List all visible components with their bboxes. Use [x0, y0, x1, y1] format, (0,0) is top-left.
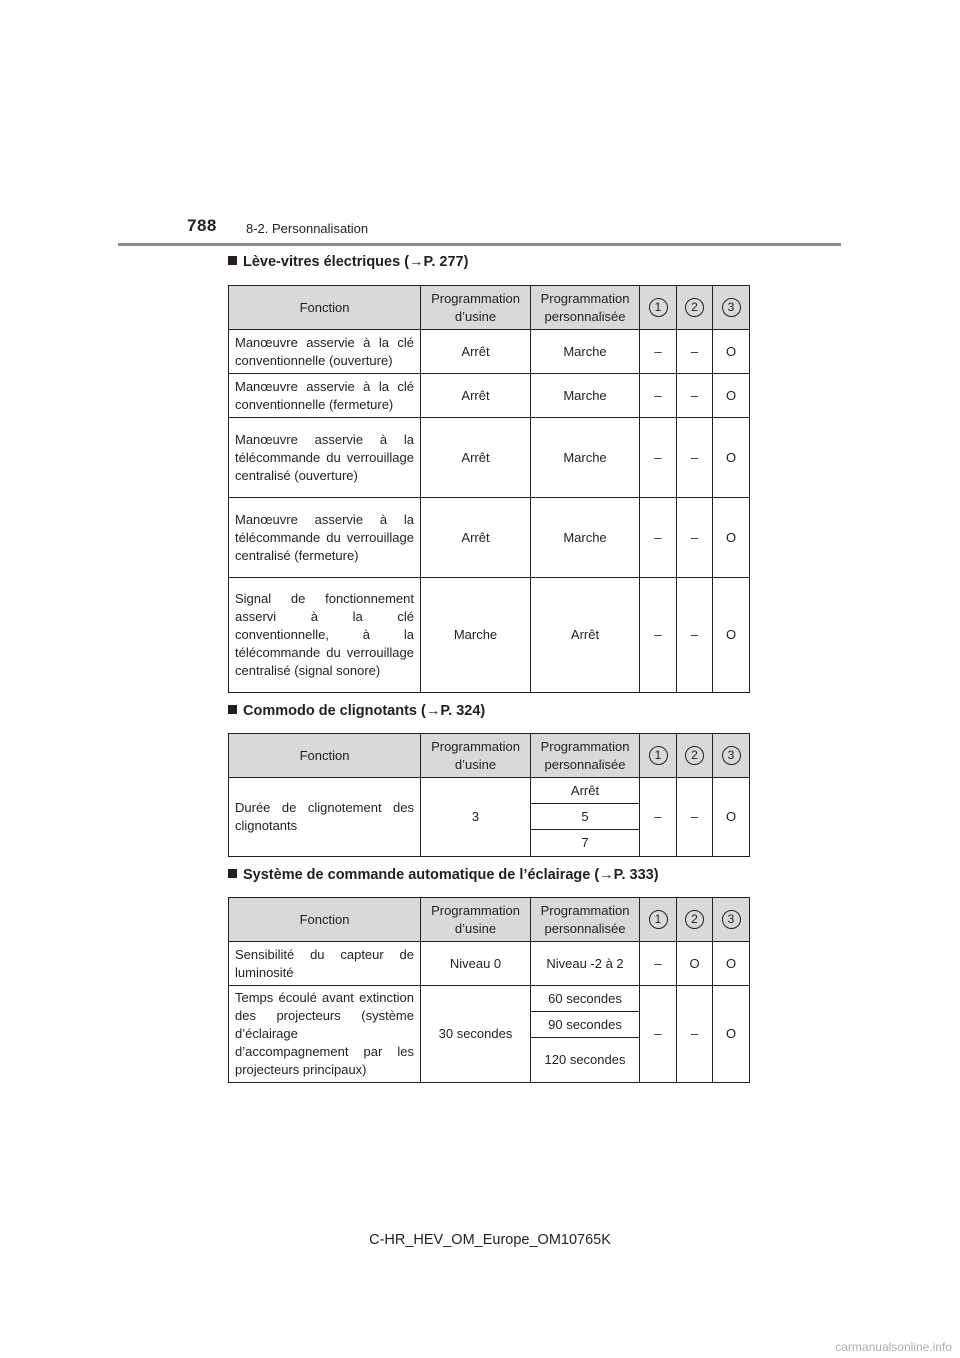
- section-title-power-windows: Lève-vitres électriques (→P. 277): [228, 254, 468, 270]
- c3-cell: O: [713, 418, 750, 498]
- function-cell: Manœuvre asservie à la clé conventionnelle (ouverture): [229, 330, 421, 374]
- table-row: [229, 778, 750, 804]
- c3-cell: O: [713, 578, 750, 693]
- c2-cell: –: [677, 778, 713, 857]
- factory-cell: Arrêt: [421, 374, 531, 418]
- section-label: 8-2. Personnalisation: [246, 221, 369, 236]
- factory-cell: Marche: [421, 578, 531, 693]
- function-cell: Temps écoulé avant extinction des projecteurs (système d’éclairage d’accompagnement par les projecteurs principaux): [229, 986, 421, 1083]
- custom-cell: Niveau -2 à 2: [531, 942, 640, 986]
- factory-cell: 3: [421, 778, 531, 857]
- table-row: [229, 374, 750, 418]
- square-bullet-icon: [228, 705, 237, 714]
- c1-cell: –: [640, 578, 677, 693]
- c3-cell: O: [713, 374, 750, 418]
- function-cell: Sensibilité du capteur de luminosité: [229, 942, 421, 986]
- table-row: [229, 418, 750, 498]
- c2-cell: O: [677, 942, 713, 986]
- factory-cell: Arrêt: [421, 330, 531, 374]
- c2-cell: –: [677, 418, 713, 498]
- col-header-3: [713, 734, 750, 778]
- custom-option-cell: 7: [531, 830, 640, 857]
- table-row: [229, 330, 750, 374]
- col-header-3: [713, 286, 750, 330]
- function-cell: Manœuvre asservie à la télécommande du verrouillage centralisé (fermeture): [229, 498, 421, 578]
- col-header-2: [677, 734, 713, 778]
- col-header-function: Fonction: [229, 286, 421, 330]
- col-header-1: [640, 898, 677, 942]
- c1-cell: –: [640, 778, 677, 857]
- c1-cell: –: [640, 498, 677, 578]
- c3-cell: O: [713, 330, 750, 374]
- power-windows-table: [228, 285, 750, 693]
- circled-1-icon: 1: [649, 910, 668, 929]
- c2-cell: –: [677, 578, 713, 693]
- circled-2-icon: 2: [685, 298, 704, 317]
- section-title-auto-lighting: Système de commande automatique de l’éclairage (→P. 333): [228, 867, 659, 883]
- custom-cell: Marche: [531, 330, 640, 374]
- circled-1-icon: 1: [649, 746, 668, 765]
- document-code: C-HR_HEV_OM_Europe_OM10765K: [369, 1232, 611, 1248]
- table-row: [229, 986, 750, 1012]
- c2-cell: –: [677, 374, 713, 418]
- c1-cell: –: [640, 942, 677, 986]
- page-number: 788: [187, 216, 217, 235]
- auto-lighting-table: [228, 897, 750, 1083]
- custom-option-cell: 5: [531, 804, 640, 830]
- c2-cell: –: [677, 498, 713, 578]
- table-row: [229, 578, 750, 693]
- custom-option-cell: 120 secondes: [531, 1038, 640, 1083]
- circled-3-icon: 3: [722, 298, 741, 317]
- function-cell: Manœuvre asservie à la télécommande du verrouillage centralisé (ouverture): [229, 418, 421, 498]
- custom-cell: Marche: [531, 418, 640, 498]
- section-title-turn-signals: Commodo de clignotants (→P. 324): [228, 703, 485, 719]
- function-cell: Durée de clignotement des clignotants: [229, 778, 421, 857]
- factory-cell: Niveau 0: [421, 942, 531, 986]
- custom-cell: Arrêt: [531, 578, 640, 693]
- c1-cell: –: [640, 330, 677, 374]
- col-header-factory: Programmation d’usine: [421, 734, 531, 778]
- header-rule: [118, 243, 841, 246]
- custom-option-cell: 90 secondes: [531, 1012, 640, 1038]
- col-header-1: [640, 734, 677, 778]
- c2-cell: –: [677, 330, 713, 374]
- table-row: [229, 942, 750, 986]
- c1-cell: –: [640, 986, 677, 1083]
- col-header-2: [677, 898, 713, 942]
- col-header-custom: Programmation personnalisée: [531, 734, 640, 778]
- table-row: [229, 498, 750, 578]
- table-header-row: [229, 734, 750, 778]
- col-header-custom: Programmation personnalisée: [531, 898, 640, 942]
- circled-2-icon: 2: [685, 746, 704, 765]
- c1-cell: –: [640, 418, 677, 498]
- col-header-factory: Programmation d’usine: [421, 286, 531, 330]
- col-header-factory: Programmation d’usine: [421, 898, 531, 942]
- custom-cell: Marche: [531, 498, 640, 578]
- circled-3-icon: 3: [722, 910, 741, 929]
- circled-2-icon: 2: [685, 910, 704, 929]
- circled-1-icon: 1: [649, 298, 668, 317]
- col-header-2: [677, 286, 713, 330]
- c2-cell: –: [677, 986, 713, 1083]
- table-header-row: [229, 286, 750, 330]
- watermark: carmanualsonline.info: [835, 1340, 952, 1354]
- c1-cell: –: [640, 374, 677, 418]
- square-bullet-icon: [228, 869, 237, 878]
- col-header-1: [640, 286, 677, 330]
- col-header-function: Fonction: [229, 898, 421, 942]
- col-header-function: Fonction: [229, 734, 421, 778]
- custom-option-cell: Arrêt: [531, 778, 640, 804]
- c3-cell: O: [713, 986, 750, 1083]
- function-cell: Manœuvre asservie à la clé conventionnelle (fermeture): [229, 374, 421, 418]
- factory-cell: Arrêt: [421, 418, 531, 498]
- custom-cell: Marche: [531, 374, 640, 418]
- table-header-row: [229, 898, 750, 942]
- function-cell: Signal de fonctionnement asservi à la clé conventionnelle, à la télécommande du verrouillage centralisé (signal sonore): [229, 578, 421, 693]
- c3-cell: O: [713, 942, 750, 986]
- circled-3-icon: 3: [722, 746, 741, 765]
- factory-cell: Arrêt: [421, 498, 531, 578]
- col-header-3: [713, 898, 750, 942]
- factory-cell: 30 secondes: [421, 986, 531, 1083]
- c3-cell: O: [713, 498, 750, 578]
- turn-signals-table: [228, 733, 750, 857]
- custom-option-cell: 60 secondes: [531, 986, 640, 1012]
- square-bullet-icon: [228, 256, 237, 265]
- col-header-custom: Programmation personnalisée: [531, 286, 640, 330]
- c3-cell: O: [713, 778, 750, 857]
